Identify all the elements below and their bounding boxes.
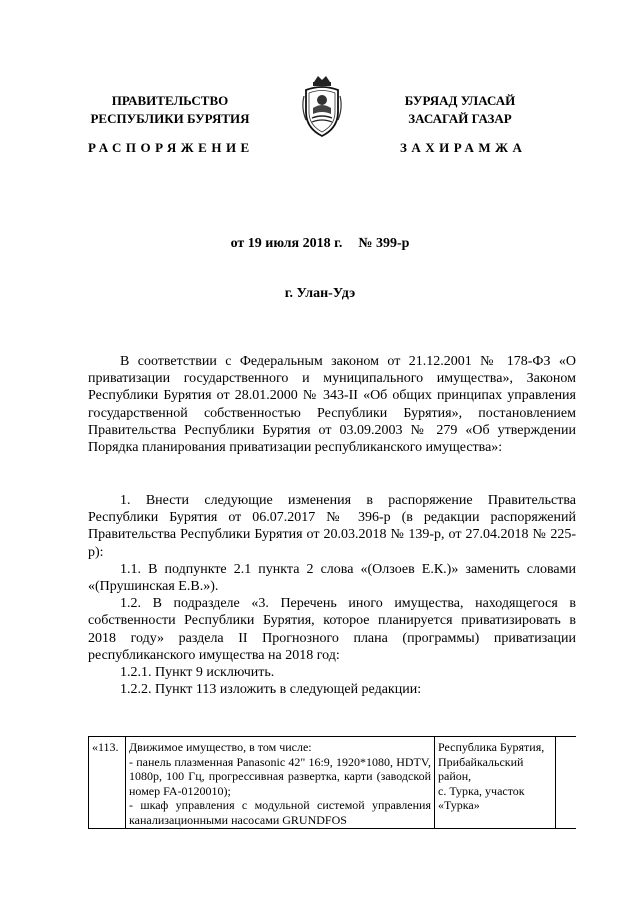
- paragraph-1-2-1: 1.2.1. Пункт 9 исключить.: [120, 665, 275, 681]
- header-right: [370, 92, 550, 128]
- privatization-table: [88, 736, 576, 905]
- coat-of-arms-icon: [300, 74, 344, 138]
- description-line: - шкаф управления с модульной системой управления канализационными насосами GRUNDFOS: [129, 798, 431, 827]
- paragraph-1-2-2: 1.2.2. Пункт 113 изложить в следующей редакции:: [120, 682, 422, 698]
- privatization-table-grid: [88, 736, 576, 829]
- description-line: Движимое имущество, в том числе:: [129, 740, 312, 754]
- header-left: [90, 92, 250, 128]
- document-type-ru: РАСПОРЯЖЕНИЕ: [88, 140, 254, 155]
- paragraph-1-2: 1.2. В подразделе «3. Перечень иного имущества, находящегося в собственности Республики Бурятия, которое планируется приватизировать в 2018 году» раздела II Прогнозного плана (программы) приватизации республиканского имущества на 2018 год:: [88, 596, 576, 663]
- date-number-line: [0, 236, 640, 252]
- empty-cell: [556, 737, 577, 829]
- paragraph-1: 1. Внести следующие изменения в распоряжение Правительства Республики Бурятия от 06.07.2017 № 396-р (в редакции распоряжений Правительства Республики Бурятия от 20.03.2018 № 139-р, от 27.04.2018 № 225-р):: [88, 493, 576, 560]
- items-block: [88, 492, 576, 698]
- document-number: № 399-р: [358, 236, 410, 251]
- intro-paragraph: В соответствии с Федеральным законом от 21.12.2001 № 178-ФЗ «О приватизации государственного и муниципального имущества», Законом Республики Бурятия от 28.01.2000 № 343-II «Об общих принципах управления государственной собственностью Республики Бурятия», постановлением Правительства Республики Бурятия от 03.09.2003 № 279 «Об утверждении Порядка планирования приватизации республиканского имущества»:: [88, 354, 576, 456]
- location-cell: [435, 737, 556, 829]
- header-left-line-1: ПРАВИТЕЛЬСТВО: [111, 93, 229, 108]
- document-date: от 19 июля 2018 г.: [230, 236, 343, 251]
- description-cell: [126, 737, 435, 829]
- header-right-line-2: ЗАСАГАЙ ГАЗАР: [408, 111, 512, 126]
- city: г. Улан-Удэ: [284, 286, 356, 301]
- intro-block: [88, 353, 576, 456]
- location-line: Республика Бурятия, Прибайкальский район,: [438, 740, 545, 784]
- header-left-line-2: РЕСПУБЛИКИ БУРЯТИЯ: [90, 111, 250, 126]
- paragraph-1-1: 1.1. В подпункте 2.1 пункта 2 слова «(Олзоев Е.К.)» заменить словами «(Прушинская Е.В.»).: [88, 561, 576, 595]
- table-row: [89, 737, 577, 829]
- document-type-bua: ЗАХИРАМЖА: [400, 140, 527, 155]
- location-line: с. Турка, участок «Турка»: [438, 783, 525, 813]
- row-number-cell: «113.: [89, 737, 126, 829]
- header-right-line-1: БУРЯАД УЛАСАЙ: [404, 93, 516, 108]
- description-line: - панель плазменная Panasonic 42" 16:9, 1920*1080, HDTV, 1080p, 100 Гц, прогрессивная развертка, карти (заводской номер FA-0120010);: [129, 754, 431, 798]
